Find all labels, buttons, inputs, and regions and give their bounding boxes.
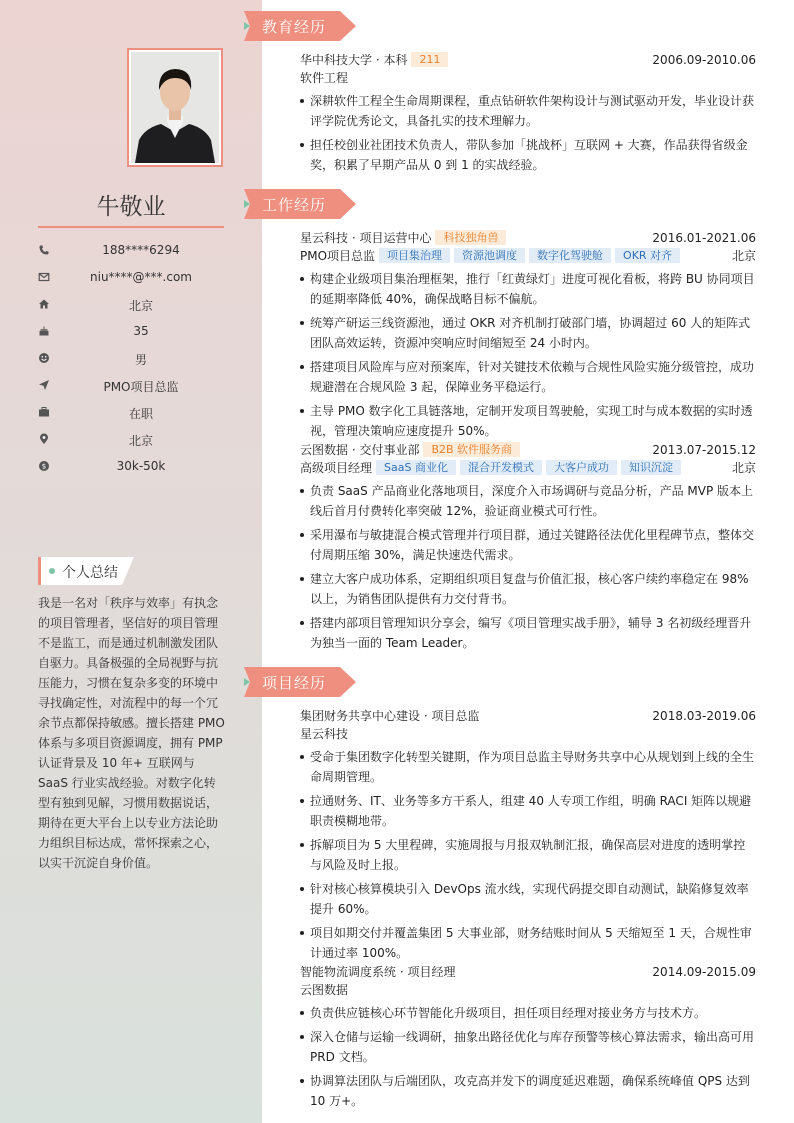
job-header [300, 441, 756, 459]
project-bullet: 负责供应链核心环节智能化升级项目，担任项目经理对接业务方与技术方。 [300, 1003, 756, 1023]
project-period: 2014.09-2015.09 [652, 965, 756, 979]
work-title: 工作经历 [262, 196, 327, 214]
project-org: 云图数据 [300, 983, 349, 997]
profile-photo [131, 52, 219, 163]
info-home [38, 294, 224, 321]
job-bullet: 搭建项目风险库与应对预案库，针对关键技术依赖与合规性风险实施分级管控，成功规避潜在合规风险 3 起，保障业务平稳运行。 [300, 357, 756, 397]
job-role: PMO项目总监 [300, 249, 376, 263]
skill-tag: 知识沉淀 [621, 460, 681, 475]
info-gender [38, 348, 224, 375]
location-value: 北京 [128, 434, 153, 448]
skill-tag: 混合开发模式 [460, 460, 542, 475]
job-role: 高级项目经理 [300, 461, 373, 475]
job-bullet: 统筹产研运三线资源池，通过 OKR 对齐机制打破部门墙，协调超过 60 人的矩阵式团队高效运转，资源冲突响应时间缩短至 24 小时内。 [300, 313, 756, 353]
project-name: 智能物流调度系统 · 项目经理 [300, 965, 456, 979]
phone-value: 188****6294 [102, 243, 180, 257]
phone-icon [38, 244, 50, 256]
education-heading [244, 11, 356, 41]
skill-tag: 大客户成功 [546, 460, 617, 475]
age-value: 35 [133, 324, 149, 338]
summary-text: 我是一名对「秩序与效率」有执念的项目管理者，坚信好的项目管理不是监工，而是通过机制激发团队自驱力。具备极强的全局视野与抗压能力，习惯在复杂多变的环境中寻找确定性，对流程中的每一个冗余节点都保持敏感。擅长搭建 PMO 体系与多项目资源调度，拥有 PMP 认证背景及 10 年+ 互联网与 SaaS 行业实战经验。对数字化转型有独到见解，习惯用数据说话，期待在更大平台上以专业方法论助力组织目标达成，常怀探索之心，以实干沉淀自身价值。 [38, 596, 225, 870]
smile-icon [38, 352, 50, 364]
status-value: 在职 [128, 407, 153, 421]
job-bullet: 构建企业级项目集治理框架，推行「红黄绿灯」进度可视化看板，将跨 BU 协同项目的延期率降低 40%，确保战略目标不偏航。 [300, 269, 756, 309]
project-bullet: 针对核心核算模块引入 DevOps 流水线，实现代码提交即自动测试，缺陷修复效率提升 60%。 [300, 879, 756, 919]
briefcase-icon [38, 406, 50, 418]
person-name: 牛敬业 [96, 194, 166, 220]
job-role-row [300, 247, 756, 265]
gender-value: 男 [134, 353, 147, 367]
company-name: 星云科技 · 项目运营中心 [300, 231, 432, 245]
skill-tag: 资源池调度 [454, 248, 525, 263]
mail-icon [38, 271, 50, 283]
school-badge: 211 [411, 52, 448, 67]
project-1 [300, 707, 756, 963]
info-email [38, 267, 224, 294]
job-role-row [300, 459, 756, 477]
email-value: niu****@***.com [90, 270, 192, 284]
position-value: PMO项目总监 [103, 380, 179, 394]
location-icon [38, 433, 50, 445]
job-bullet: 主导 PMO 数字化工具链落地，定制开发项目驾驶舱，实现工时与成本数据的实时透视，管理决策响应速度提升 50%。 [300, 401, 756, 441]
job-period: 2013.07-2015.12 [652, 443, 756, 457]
company-name: 云图数据 · 交付事业部 [300, 443, 420, 457]
work-job-1 [300, 229, 756, 441]
job-period: 2016.01-2021.06 [652, 231, 756, 245]
company-badge: B2B 软件服务商 [423, 442, 520, 457]
profile-photo-frame [127, 48, 223, 167]
projects-title: 项目经历 [262, 674, 327, 692]
cake-icon [38, 325, 50, 337]
project-org: 星云科技 [300, 727, 349, 741]
job-city: 北京 [731, 249, 756, 263]
send-icon [38, 379, 50, 391]
project-bullet: 拉通财务、IT、业务等多方干系人，组建 40 人专项工作组，明确 RACI 矩阵以规避职责模糊地带。 [300, 791, 756, 831]
project-bullet: 协调算法团队与后端团队，攻克高并发下的调度延迟难题，确保系统峰值 QPS 达到 10 万+。 [300, 1071, 756, 1111]
job-bullet: 建立大客户成功体系，定期组织项目复盘与价值汇报，核心客户续约率稳定在 98% 以上，为销售团队提供有力交付背书。 [300, 569, 756, 609]
project-2 [300, 963, 756, 1111]
skill-tag: OKR 对齐 [615, 248, 680, 263]
work-job-2 [300, 441, 756, 653]
education-header [300, 51, 756, 69]
job-city: 北京 [731, 461, 756, 475]
major: 软件工程 [300, 71, 349, 85]
summary-title: 个人总结 [62, 565, 118, 581]
info-position [38, 375, 224, 402]
skill-tag: 数字化驾驶舱 [529, 248, 611, 263]
project-bullet: 深入仓储与运输一线调研，抽象出路径优化与库存预警等核心算法需求，输出高可用 PRD 文档。 [300, 1027, 756, 1067]
name-divider [38, 226, 224, 228]
project-header [300, 963, 756, 981]
svg-text:$: $ [41, 462, 47, 471]
job-bullet: 负责 SaaS 产品商业化落地项目，深度介入市场调研与竞品分析，产品 MVP 版本上线后首月付费转化率突破 12%，验证商业模式可行性。 [300, 481, 756, 521]
info-status [38, 402, 224, 429]
education-period: 2006.09-2010.06 [652, 53, 756, 67]
salary-value: 30k-50k [116, 459, 166, 473]
company-badge: 科技独角兽 [435, 230, 506, 245]
education-section [300, 51, 756, 175]
job-header [300, 229, 756, 247]
contact-info [38, 240, 224, 483]
skill-tag: 项目集治理 [379, 248, 450, 263]
project-bullet: 受命于集团数字化转型关键期，作为项目总监主导财务共享中心从规划到上线的全生命周期管理。 [300, 747, 756, 787]
education-title: 教育经历 [262, 18, 327, 36]
project-period: 2018.03-2019.06 [652, 709, 756, 723]
info-location [38, 429, 224, 456]
project-name: 集团财务共享中心建设 · 项目总监 [300, 709, 480, 723]
school-name: 华中科技大学 · 本科 [300, 53, 408, 67]
education-bullet: 担任校创业社团技术负责人，带队参加「挑战杯」互联网 + 大赛，作品获得省级金奖，积累了早期产品从 0 到 1 的实战经验。 [300, 135, 756, 175]
education-bullet: 深耕软件工程全生命周期课程，重点钻研软件架构设计与测试驱动开发，毕业设计获评学院优秀论文，具备扎实的技术理解力。 [300, 91, 756, 131]
info-age [38, 321, 224, 348]
projects-heading [244, 667, 356, 697]
project-header [300, 707, 756, 725]
job-bullet: 采用瀑布与敏捷混合模式管理并行项目群，通过关键路径法优化里程碑节点，整体交付周期压缩 30%，满足快速迭代需求。 [300, 525, 756, 565]
home-value: 北京 [128, 299, 153, 313]
project-bullet: 拆解项目为 5 大里程碑，实施周报与月报双轨制汇报，确保高层对进度的透明掌控与风险及时上报。 [300, 835, 756, 875]
money-icon [38, 460, 50, 472]
summary-heading [38, 557, 134, 585]
work-heading [244, 189, 356, 219]
info-salary [38, 456, 224, 483]
skill-tag: SaaS 商业化 [376, 460, 456, 475]
project-bullet: 项目如期交付并覆盖集团 5 大事业部，财务结账时间从 5 天缩短至 1 天，合规性审计通过率 100%。 [300, 923, 756, 963]
home-icon [38, 298, 50, 310]
info-phone [38, 240, 224, 267]
job-bullet: 搭建内部项目管理知识分享会，编写《项目管理实战手册》，辅导 3 名初级经理晋升为独当一面的 Team Leader。 [300, 613, 756, 653]
